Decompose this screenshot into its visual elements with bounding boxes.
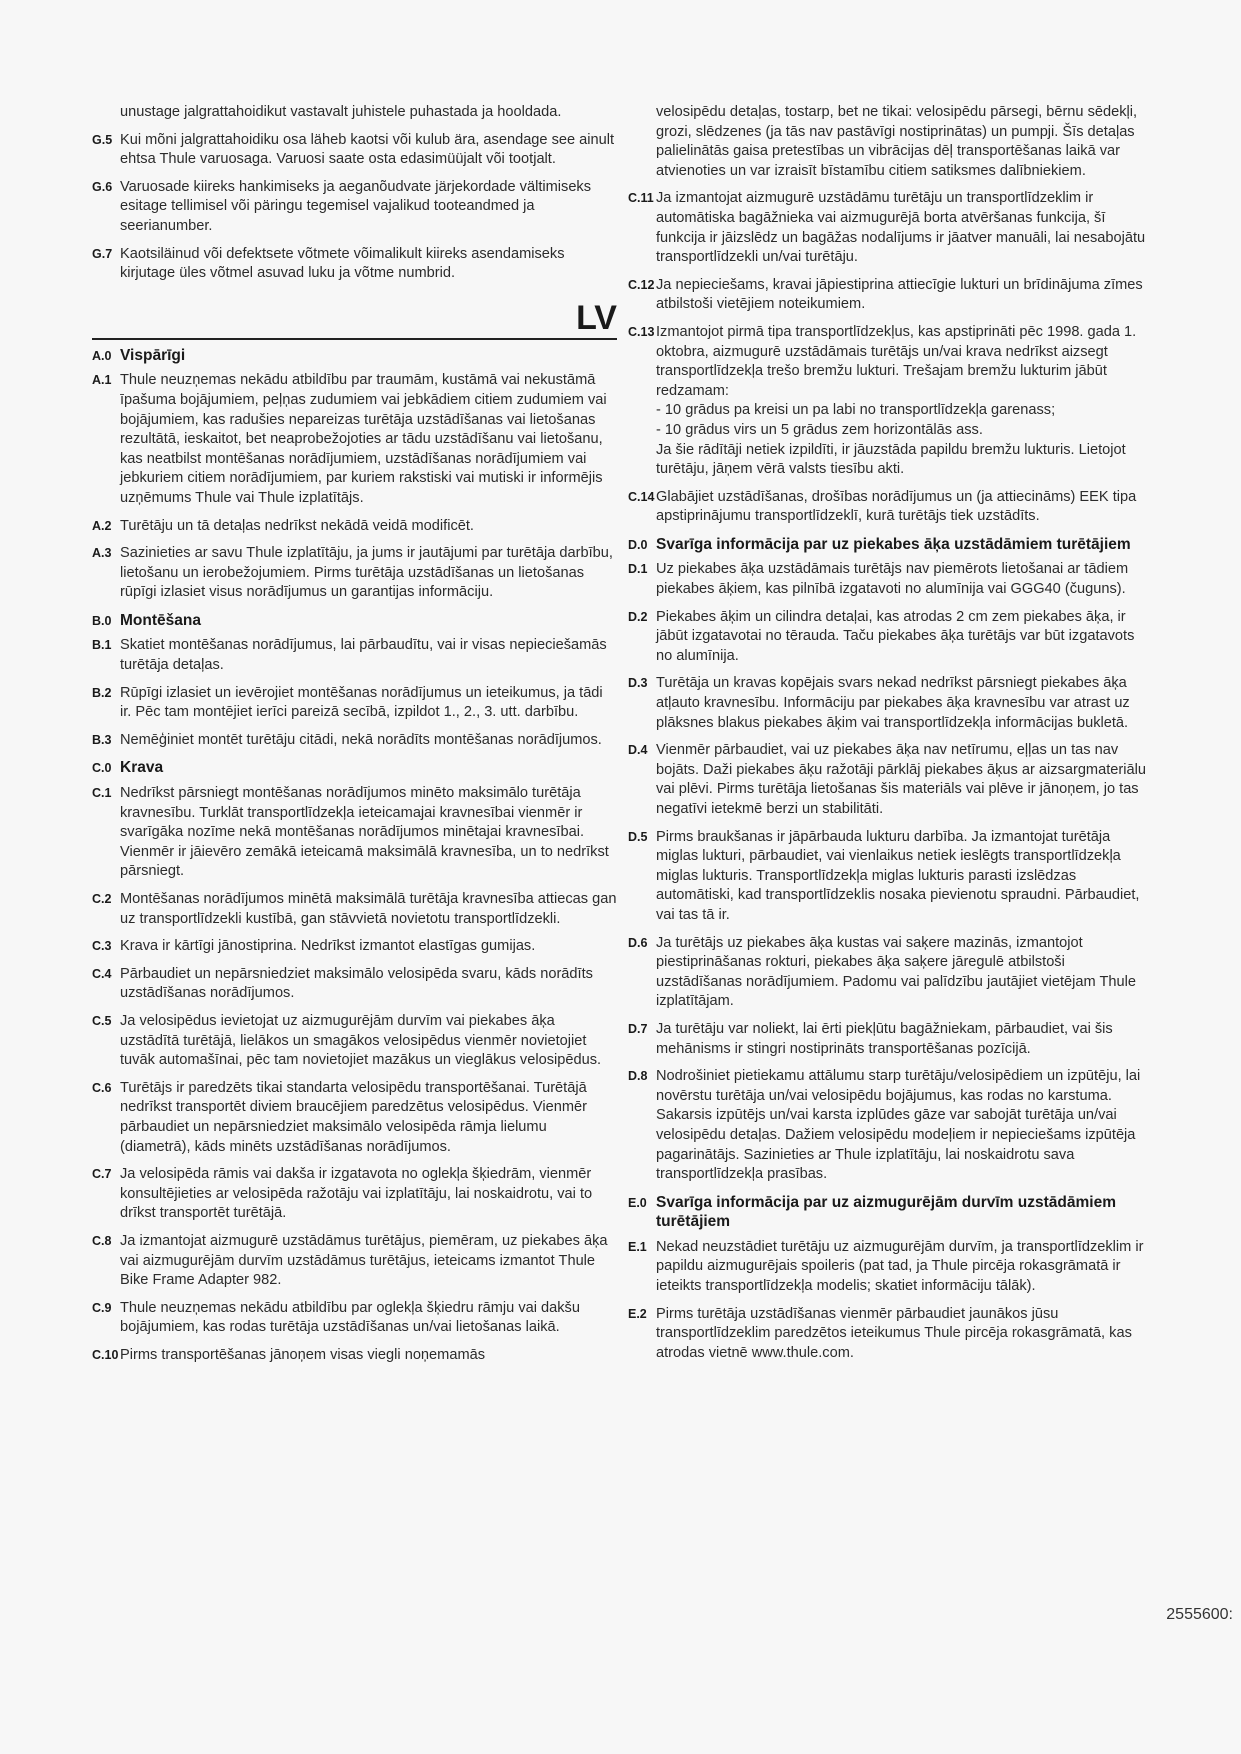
left-column (92, 103, 617, 1373)
item-number: C.12 (628, 277, 655, 292)
item-text: Montēšanas norādījumos minētā maksimālā turētāja kravnesība attiecas gan uz transportlīdzekli kustībā, gan stāvvietā novietotu transportlīdzekli. (120, 891, 617, 927)
paragraph-d8 (628, 1067, 1148, 1185)
item-number: A.3 (92, 546, 112, 561)
item-text: Varuosade kiireks hankimiseks ja aeganõudvate järjekordade vältimiseks esitage tellimisel või päringu tegemisel vajalikud tooteandmed ja seerianumber. (120, 178, 592, 234)
section-heading-b (92, 611, 617, 631)
paragraph-e1 (628, 1238, 1148, 1297)
section-number: E.0 (628, 1195, 647, 1210)
item-text: Vienmēr pārbaudiet, vai uz piekabes āķa nav netīrumu, eļļas un tas nav bojāts. Daži piekabes āķu ražotāji pārklāj piekabes āķus ar aizsargmateriālu vai plēvi. Pirms turētāja lietošanas šis materiāls vai plēve ir jānoņem, jo tas negatīvi ietekmē berzi un stabilitāti. (656, 742, 1146, 817)
item-number: C.13 (628, 324, 655, 339)
section-number: B.0 (92, 613, 112, 628)
item-number: C.3 (92, 939, 112, 954)
item-text: Pirms transportēšanas jānoņem visas viegli noņemamās (120, 1346, 486, 1363)
item-number: C.10 (92, 1347, 119, 1362)
document-code: 2555600: (1166, 1606, 1233, 1623)
section-number: C.0 (92, 761, 112, 776)
paragraph-a1 (92, 371, 617, 508)
paragraph-b3 (92, 731, 617, 751)
item-number: E.1 (628, 1239, 647, 1254)
item-number: C.5 (92, 1013, 112, 1028)
section-heading-c (92, 758, 617, 778)
paragraph-d1 (628, 560, 1148, 599)
paragraph-c8 (92, 1232, 617, 1291)
paragraph-b1 (92, 636, 617, 675)
item-text: Thule neuzņemas nekādu atbildību par oglekļa šķiedru rāmju vai dakšu bojājumiem, kas rodas turētāja uzstādīšanas un/vai lietošanas laikā. (120, 1299, 580, 1336)
section-title: Vispārīgi (120, 346, 186, 364)
item-number: D.7 (628, 1021, 648, 1036)
item-text: Pirms turētāja uzstādīšanas vienmēr pārbaudiet jaunākos jūsu transportlīdzeklim paredzētos ieteikumus Thule pircēja rokasgrāmatā, kas atrodas vietnē www.thule.com. (656, 1305, 1132, 1361)
item-number: D.4 (628, 743, 648, 758)
paragraph-c5 (92, 1012, 617, 1071)
section-number: D.0 (628, 537, 648, 552)
item-number: D.1 (628, 562, 648, 577)
item-number: A.2 (92, 518, 112, 533)
item-number: G.7 (92, 246, 113, 261)
item-number: G.6 (92, 179, 113, 194)
item-text: Ja izmantojat aizmugurē uzstādāmu turētāju un transportlīdzeklim ir automātiska bagāžnieka vai aizmugurējā borta atvēršanas funkcija, šī funkcija ir jāizslēdz un bagāžas nodalījums ir jāatver manuāli, lai nesabojātu transportlīdzekli un/vai turētāju. (656, 190, 1146, 266)
paragraph-c6 (92, 1079, 617, 1157)
item-text: Uz piekabes āķa uzstādāmais turētājs nav piemērots lietošanai ar tādiem piekabes āķiem, kas pilnībā izgatavoti no alumīnija vai GGG40 (čuguns). (656, 561, 1129, 598)
item-text: velosipēdu detaļas, tostarp, bet ne tikai: velosipēdu pārsegi, bērnu sēdekļi, grozi, slēdzenes (ja tās nav pastāvīgi nostiprinātas) un pumpji. Šīs detaļas palielinātās gaisa pretestības un vibrācijas dēļ transportēšanas laikā var atvienoties un var izraisīt bīstamību citiem satiksmes dalībniekiem. (656, 104, 1138, 179)
paragraph-c12 (628, 276, 1148, 315)
item-text: Nekad neuzstādiet turētāju uz aizmugurējām durvīm, ja transportlīdzeklim ir papildu aizmugurējais spoileris (pat tad, ja Thule pircēja rokasgrāmatā ir ieteikts transportlīdzekļa modelis; skatiet informāciju tālāk). (656, 1238, 1144, 1295)
item-text: Thule neuzņemas nekādu atbildību par traumām, kustāmā vai nekustāmā īpašuma bojājumiem, peļņas zudumiem vai jebkādiem citiem zudumiem vai bojājumiem, kas radušies nepareizas turētāja uzstādīšanas vai lietošanas rezultātā, ieskaitot, bet neaprobežojoties ar tādu uzstādīšanu vai lietošanu, kas neatbilst montēšanas norādījumiem, uzstādīšanas norādījumiem vai jebkuriem citiem norādījumiem, par kuriem rakstiski vai mutiski ir informējis uzņēmums Thule vai Thule izplatītājs. (120, 372, 607, 506)
section-number: A.0 (92, 348, 112, 363)
item-text: Nodrošiniet pietiekamu attālumu starp turētāju/velosipēdiem un izpūtēju, lai novērstu turētāja un/vai velosipēdu bojājumus, kas rodas no karstuma. Sakarsis izpūtējs un/vai karsta izplūdes gāze var sabojāt turētāja un/vai velosipēdu detaļas. Dažiem velosipēdu modeļiem ir nepieciešams izpūtēja pagarinātājs. Sazinieties ar Thule izplatītāju, lai noskaidrotu sava transportlīdzekļa prasības. (656, 1068, 1141, 1183)
paragraph-g6 (92, 178, 617, 237)
item-number: C.8 (92, 1233, 112, 1248)
item-text: Skatiet montēšanas norādījumus, lai pārbaudītu, vai ir visas nepieciešamās turētāja detaļas. (120, 637, 607, 674)
paragraph-a2 (92, 517, 617, 537)
item-number: D.6 (628, 935, 648, 950)
paragraph-d2 (628, 608, 1148, 667)
item-text: Izmantojot pirmā tipa transportlīdzekļus, kas apstiprināti pēc 1998. gada 1. oktobra, aizmugurē uzstādāmais turētājs un/vai krava nedrīkst aizsegt transportlīdzekļa trešo bremžu lukturi. Trešajam bremžu lukturim jābūt redzamam: - 10 grādus pa kreisi un pa labi no transportlīdzekļa garenass; - 10 grādus virs un 5 grādus zem horizontālās ass. Ja šie rādītāji netiek izpildīti, ir jāuzstāda papildu bremžu lukturis. Lietojot turētāju, jāņem vērā valsts tiesību akti. (656, 323, 1137, 478)
item-number: C.1 (92, 786, 112, 801)
section-title: Svarīga informācija par uz aizmugurējām durvīm uzstādāmiem turētājiem (656, 1193, 1116, 1231)
item-number: A.1 (92, 373, 112, 388)
item-number: C.6 (92, 1080, 112, 1095)
item-text: Turētāja un kravas kopējais svars nekad nedrīkst pārsniegt piekabes āķa atļauto kravnesību. Informāciju par piekabes āķa kravnesību var atrast uz plāksnes blakus piekabes āķim vai transportlīdzekļa informācijas bukletā. (656, 675, 1130, 731)
section-title: Montēšana (120, 611, 201, 629)
item-number: D.3 (628, 676, 648, 691)
paragraph-c2 (92, 890, 617, 929)
item-number: C.4 (92, 966, 112, 981)
item-text: Ja turētājs uz piekabes āķa kustas vai saķere mazinās, izmantojot piestiprināšanas rokturi, piekabes āķa saķere jāregulē atbilstoši uzstādīšanas norādījumiem. Padomu vai palīdzību jautājiet vietējam Thule izplatītājam. (656, 934, 1136, 1010)
paragraph-d5 (628, 828, 1148, 926)
item-text: Kaotsiläinud või defektsete võtmete võimalikult kiireks asendamiseks kirjutage üles võtmel asuvad luku ja võtme numbrid. (120, 245, 565, 282)
section-heading-e (628, 1193, 1148, 1232)
item-number: C.2 (92, 892, 112, 906)
item-text: Krava ir kārtīgi jānostiprina. Nedrīkst izmantot elastīgas gumijas. (120, 938, 536, 955)
item-text: Ja izmantojat aizmugurē uzstādāmus turētājus, piemēram, uz piekabes āķa vai aizmugurējām durvīm uzstādāmus turētājus, ieteicams izmantot Thule Bike Frame Adapter 982. (120, 1232, 608, 1289)
item-number: D.8 (628, 1069, 648, 1084)
paragraph-d6 (628, 934, 1148, 1012)
item-number: C.11 (628, 191, 654, 206)
item-text: Pārbaudiet un nepārsniedziet maksimālo velosipēda svaru, kāds norādīts uzstādīšanas norādījumos. (120, 965, 593, 1002)
item-text: Sazinieties ar savu Thule izplatītāju, ja jums ir jautājumi par turētāja darbību, lietošanu un ierobežojumiem. Pirms turētāja uzstādīšanas un lietošanas rūpīgi izlasiet visus norādījumus un garantijas informāciju. (120, 545, 613, 601)
item-number: D.5 (628, 829, 648, 844)
paragraph-c7 (92, 1165, 617, 1224)
item-text: Pirms braukšanas ir jāpārbauda lukturu darbība. Ja izmantojat turētāja miglas lukturi, pārbaudiet, vai vienlaikus netiek ieslēgts transportlīdzekļa miglas lukturis. Transportlīdzekļa miglas lukturis parasti izslēdzas automātiski, kad transportlīdzeklis nosaka pievienotu spraudni. Pārbaudiet, vai tas tā ir. (656, 828, 1140, 923)
paragraph-e2 (628, 1305, 1148, 1364)
item-text: Rūpīgi izlasiet un ievērojiet montēšanas norādījumus un ieteikumus, ja tādi ir. Pēc tam montējiet ierīci pareizā secībā, izpildot 1., 2., 3. utt. darbību. (120, 684, 603, 721)
section-heading-a (92, 346, 617, 366)
paragraph-d4 (628, 741, 1148, 819)
item-number: C.14 (628, 489, 655, 504)
right-column (628, 103, 1148, 1371)
paragraph-a3 (92, 544, 617, 603)
paragraph-c11 (628, 189, 1148, 267)
item-text: Ja turētāju var noliekt, lai ērti piekļūtu bagāžniekam, pārbaudiet, vai šis mehānisms ir stingri nostiprināts transportēšanas pozīcijā. (656, 1020, 1113, 1057)
item-text: unustage jalgrattahoidikut vastavalt juhistele puhastada ja hooldada. (120, 104, 562, 120)
language-label: LV (576, 298, 617, 337)
item-number: C.9 (92, 1300, 112, 1315)
section-title: Krava (120, 759, 164, 777)
section-title: Svarīga informācija par uz piekabes āķa uzstādāmiem turētājiem (656, 535, 1131, 553)
item-number: E.2 (628, 1306, 647, 1321)
paragraph-b2 (92, 684, 617, 723)
item-text: Kui mõni jalgrattahoidiku osa läheb kaotsi või kulub ära, asendage see ainult ehtsa Thule varuosaga. Varuosi saate osta edasimüüjalt või tootjalt. (120, 131, 615, 168)
item-text: Piekabes āķim un cilindra detaļai, kas atrodas 2 cm zem piekabes āķa, ir jābūt izgatavotai no tērauda. Taču piekabes āķa turētājs var būt izgatavots no alumīnija. (656, 608, 1135, 664)
paragraph-c1 (92, 784, 617, 882)
item-text: Ja nepieciešams, kravai jāpiestiprina attiecīgie lukturi un brīdinājuma zīmes atbilstoši vietējiem noteikumiem. (656, 276, 1143, 313)
paragraph-d3 (628, 674, 1148, 733)
paragraph-c10-continued (628, 103, 1148, 181)
paragraph-g5 (92, 131, 617, 170)
item-number: D.2 (628, 609, 648, 624)
item-number: C.7 (92, 1167, 112, 1182)
paragraph-g7 (92, 245, 617, 284)
item-text: Turētājs ir paredzēts tikai standarta velosipēdu transportēšanai. Turētājā nedrīkst transportēt diviem braucējiem paredzētus velosipēdus. Vienmēr pārbaudiet un nepārsniedziet maksimālo velosipēda rāmja lielumu (diametrā), kāds minēts uzstādīšanas norādījumos. (120, 1079, 587, 1155)
item-number: B.2 (92, 685, 112, 700)
paragraph-intro-0 (92, 103, 617, 123)
item-number: B.1 (92, 638, 112, 653)
language-divider (92, 292, 617, 340)
paragraph-c10 (92, 1346, 617, 1366)
item-text: Ja velosipēdus ievietojat uz aizmugurējām durvīm vai piekabes āķa uzstādītā turētājā, lielākos un smagākos velosipēdus vienmēr novietojiet tuvāk automašīnai, pēc tam novietojiet mazākus un vieglākus velosipēdus. (120, 1012, 602, 1069)
paragraph-c9 (92, 1299, 617, 1338)
paragraph-c13 (628, 323, 1148, 480)
paragraph-c14 (628, 488, 1148, 527)
item-number: B.3 (92, 732, 112, 747)
item-text: Glabājiet uzstādīšanas, drošības norādījumus un (ja attiecināms) EEK tipa apstiprinājumu transportlīdzeklī, kurā turētājs tiek uzstādīts. (656, 488, 1137, 525)
paragraph-d7 (628, 1020, 1148, 1059)
item-text: Nemēģiniet montēt turētāju citādi, nekā norādīts montēšanas norādījumos. (120, 731, 602, 748)
paragraph-c4 (92, 965, 617, 1004)
paragraph-c3 (92, 937, 617, 957)
item-text: Nedrīkst pārsniegt montēšanas norādījumos minēto maksimālo turētāja kravnesību. Turklāt transportlīdzekļa ieteicamajai kravnesībai vienmēr ir svarīgāka nozīme nekā montēšanas norādījumos minētajai kravnesībai. Vienmēr ir jāievēro zemākā ieteicamā maksimālā kravnesība, un to nedrīkst pārsniegt. (120, 785, 609, 880)
section-heading-d (628, 535, 1148, 555)
item-number: G.5 (92, 132, 113, 147)
item-text: Turētāju un tā detaļas nedrīkst nekādā veidā modificēt. (120, 517, 474, 534)
item-text: Ja velosipēda rāmis vai dakša ir izgatavota no oglekļa šķiedrām, vienmēr konsultējieties ar velosipēda ražotāju vai izplatītāju, lai noskaidrotu, vai to drīkst transportēt turētājā. (120, 1166, 593, 1222)
